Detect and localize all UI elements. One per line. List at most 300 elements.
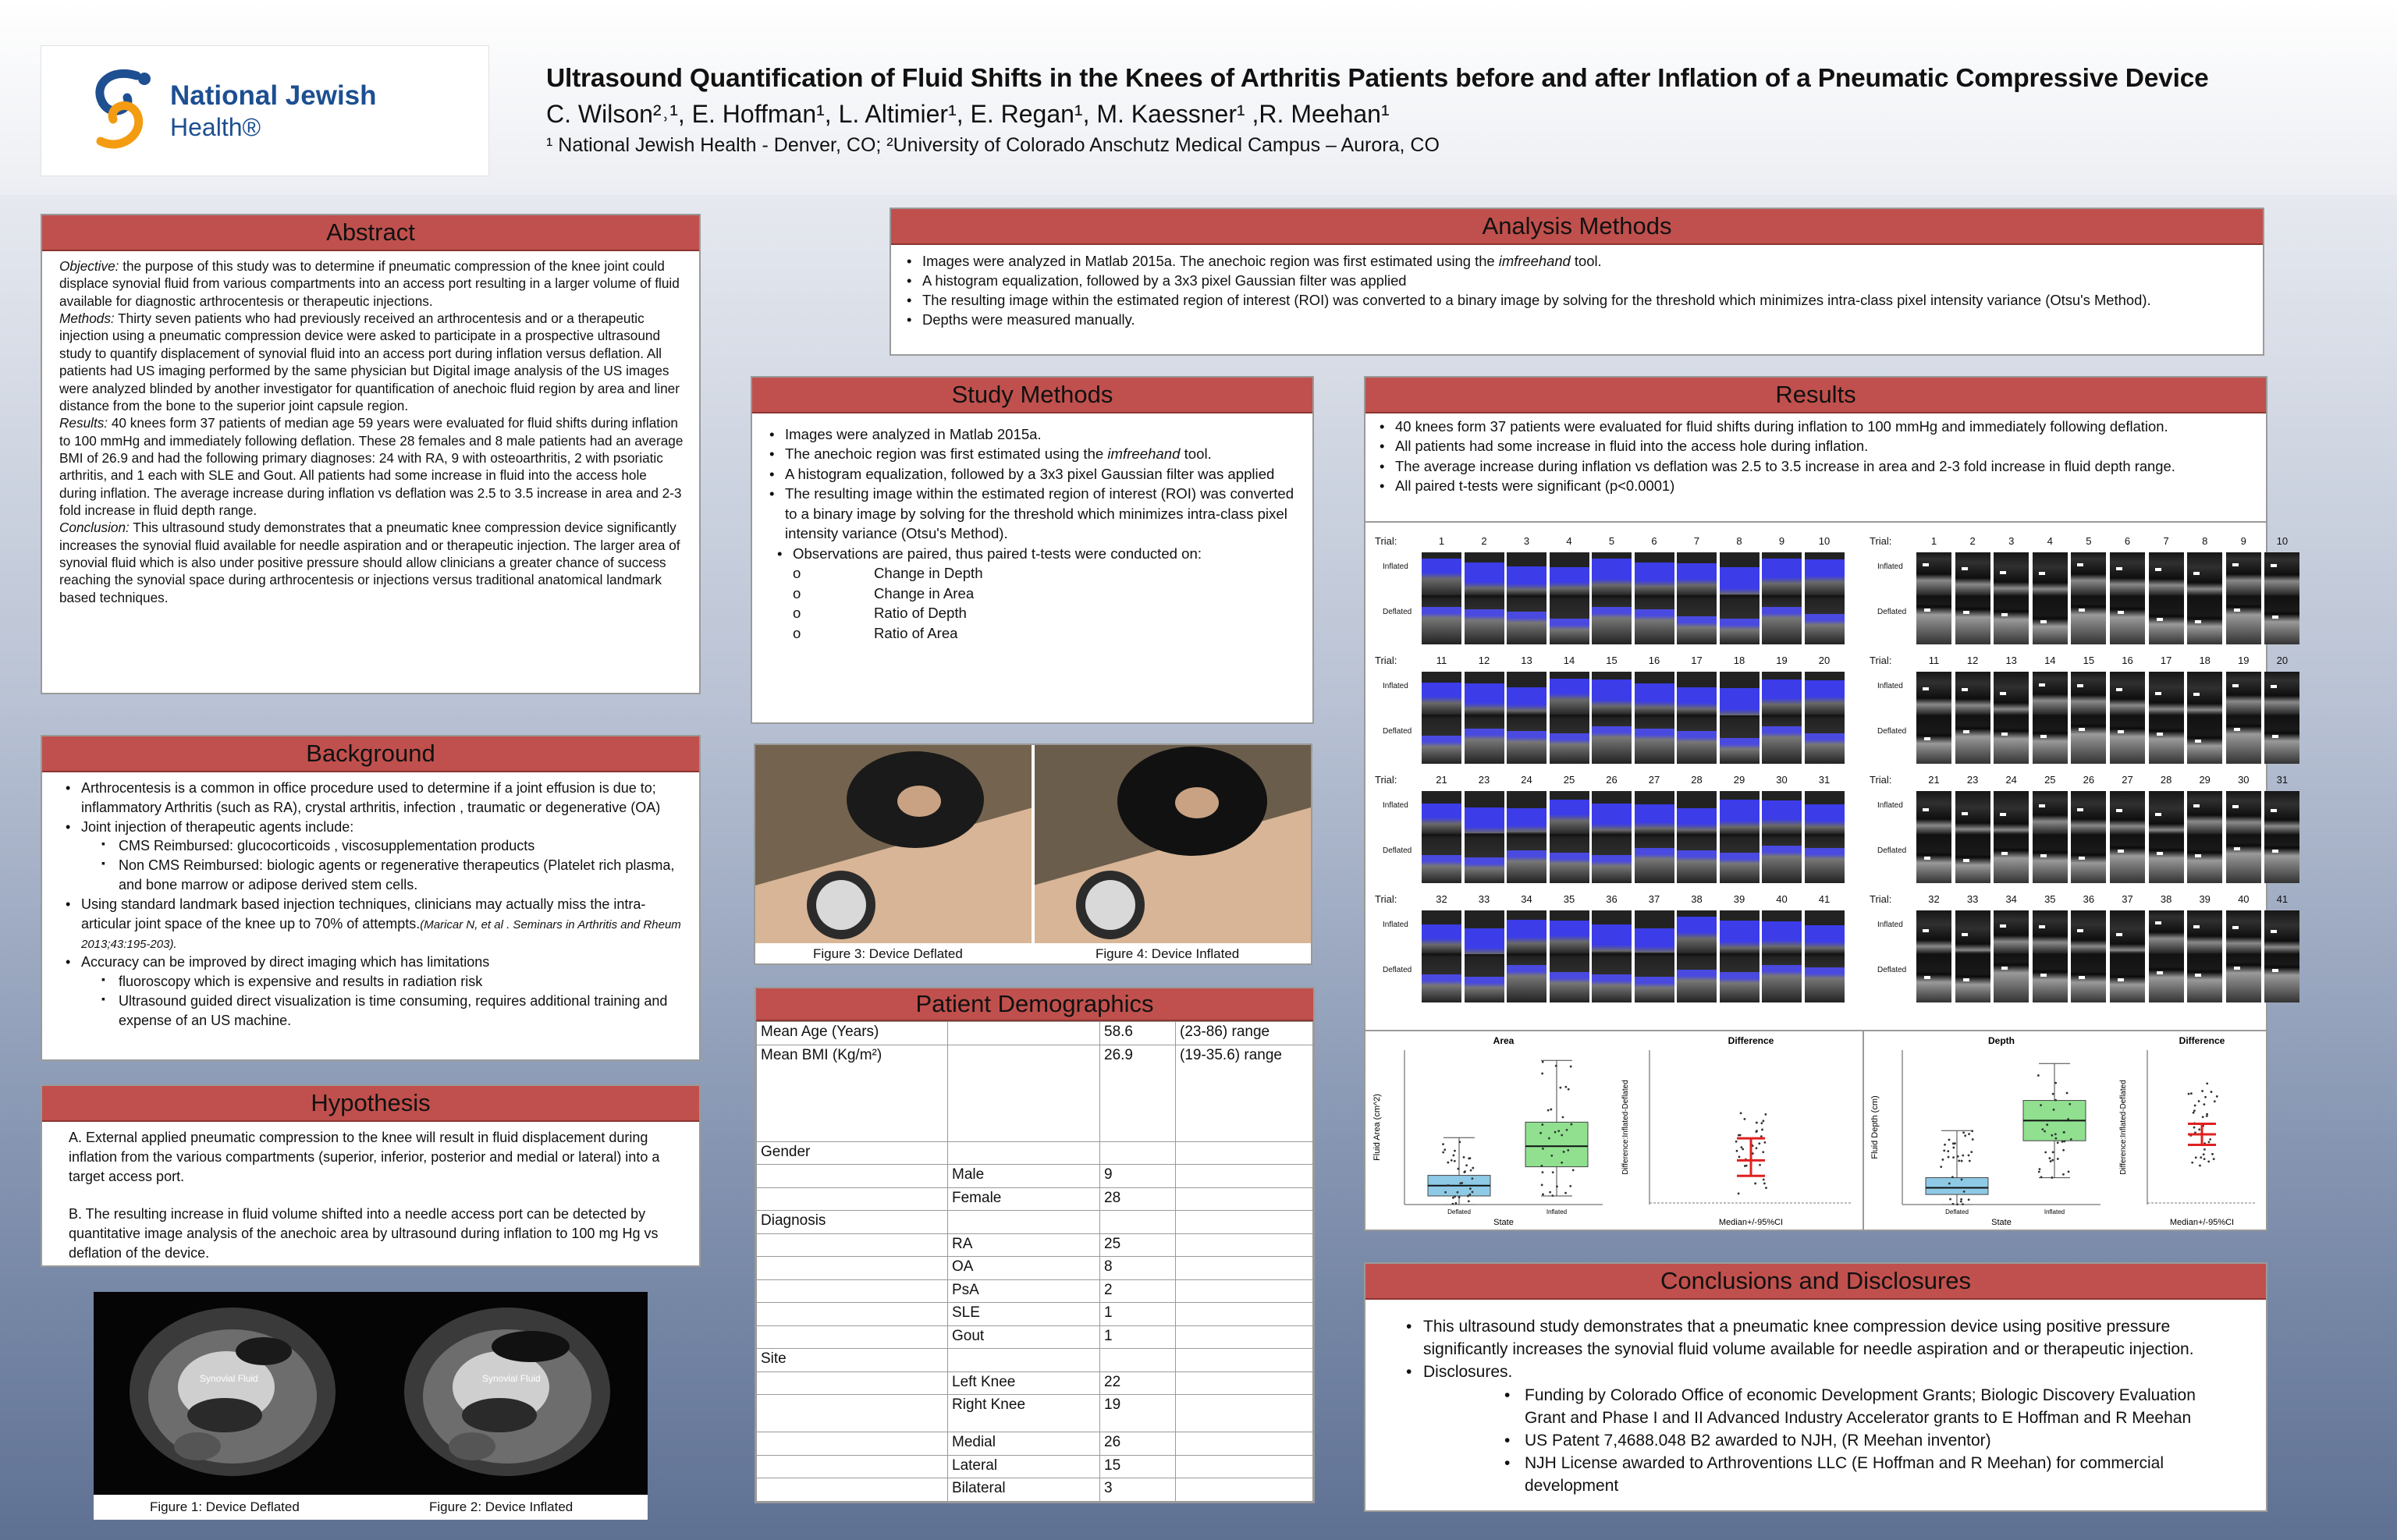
data-point xyxy=(1442,1151,1444,1154)
depth-marker xyxy=(1924,976,1930,979)
trial-number: 33 xyxy=(1966,893,1979,905)
data-point xyxy=(2209,1138,2211,1141)
trial-label: Trial: xyxy=(1870,774,1892,786)
depth-marker xyxy=(2272,616,2278,619)
ultrasound-image xyxy=(2033,910,2068,1002)
data-point xyxy=(1458,1196,1461,1198)
depth-marker xyxy=(2039,683,2045,687)
data-point xyxy=(1552,1171,1554,1173)
list-item-text: Change in Depth xyxy=(874,565,983,582)
data-point xyxy=(1762,1120,1764,1122)
table-cell xyxy=(757,1432,948,1456)
data-point xyxy=(1962,1203,1964,1205)
list-item-text: Ratio of Depth xyxy=(874,605,967,622)
data-point xyxy=(1954,1142,1956,1144)
citation: (Maricar N, et al . Seminars in Arthritis and Rheum 2013;43:195-203). xyxy=(81,917,681,951)
ultrasound-image xyxy=(2264,672,2299,764)
depth-marker xyxy=(2116,809,2122,812)
data-point xyxy=(1447,1162,1449,1164)
list-item: • A histogram equalization, followed by a 3x3 pixel Gaussian filter was applied xyxy=(769,464,1298,484)
table-row xyxy=(757,1455,1313,1478)
data-point xyxy=(1962,1155,1964,1157)
trial-number: 24 xyxy=(2005,774,2017,786)
trial-number: 17 xyxy=(2160,655,2172,666)
trial-number: 9 xyxy=(2240,535,2246,547)
trial-number: 35 xyxy=(1563,893,1575,905)
table-cell: 58.6 xyxy=(1100,1022,1176,1045)
ultrasound-image xyxy=(1994,672,2029,764)
data-point xyxy=(2037,1074,2040,1077)
trial-number: 16 xyxy=(1648,655,1660,666)
table-cell xyxy=(948,1211,1100,1234)
data-point xyxy=(2206,1115,2208,1117)
data-point xyxy=(1451,1159,1453,1162)
data-point xyxy=(1761,1129,1763,1131)
depth-marker xyxy=(2272,735,2278,738)
trial-number: 11 xyxy=(1928,655,1940,666)
ultrasound-image xyxy=(1677,910,1717,1002)
ultrasound-image xyxy=(2033,791,2068,883)
divider xyxy=(1365,1030,2266,1031)
data-point xyxy=(1754,1183,1756,1185)
depth-marker xyxy=(1923,563,1929,566)
table-row xyxy=(757,1022,1313,1045)
trial-number: 41 xyxy=(1818,893,1831,905)
depth-marker xyxy=(1923,929,1929,932)
data-point xyxy=(2194,1105,2196,1107)
list-item-text: tool. xyxy=(1180,445,1212,463)
ultrasound-image xyxy=(1592,672,1632,764)
ultrasound-image xyxy=(2071,791,2106,883)
data-point xyxy=(1957,1155,1959,1158)
data-point xyxy=(1738,1192,1740,1194)
data-point xyxy=(2038,1171,2040,1173)
data-point xyxy=(1969,1160,1971,1162)
figure1-caption: Figure 1: Device Deflated xyxy=(150,1499,300,1514)
data-point xyxy=(1453,1155,1455,1157)
tool-name: imfreehand xyxy=(1107,445,1181,463)
abstract-body xyxy=(42,251,699,612)
depth-marker xyxy=(2272,850,2278,853)
data-point xyxy=(2041,1128,2044,1130)
table-cell: Left Knee xyxy=(948,1371,1100,1395)
trial-label: Trial: xyxy=(1375,535,1397,547)
data-point xyxy=(2208,1141,2211,1144)
inflated-label: Inflated xyxy=(1877,921,1903,929)
background-heading: Background xyxy=(42,736,699,772)
ultrasound-image xyxy=(1507,791,1547,883)
trial-number: 29 xyxy=(1733,774,1745,786)
ultrasound-image xyxy=(2264,910,2299,1002)
objective-label: Objective: xyxy=(59,258,119,274)
data-point xyxy=(1740,1112,1742,1114)
trial-number: 4 xyxy=(2047,535,2053,547)
depth-marker xyxy=(2077,929,2083,932)
table-cell: 19 xyxy=(1100,1395,1176,1432)
data-point xyxy=(1471,1177,1473,1180)
x-axis-label: Median+/-95%CI xyxy=(1718,1218,1784,1227)
depth-marker xyxy=(2271,685,2277,688)
table-cell: PsA xyxy=(948,1279,1100,1303)
depth-marker xyxy=(2157,971,2163,974)
ultrasound-image xyxy=(1720,672,1760,764)
data-point xyxy=(2054,1137,2057,1140)
ultrasound-image xyxy=(1592,791,1632,883)
table-cell xyxy=(1176,1303,1313,1326)
data-point xyxy=(1570,1123,1572,1126)
inflated-label: Inflated xyxy=(1877,682,1903,690)
table-cell: Male xyxy=(948,1165,1100,1188)
trial-number: 3 xyxy=(2008,535,2015,547)
y-axis-label: Fluid Depth (cm) xyxy=(1870,1095,1880,1159)
deflated-label: Deflated xyxy=(1877,608,1907,616)
table-cell xyxy=(757,1371,948,1395)
table-cell xyxy=(757,1478,948,1502)
depth-marker xyxy=(2195,620,2201,623)
ultrasound-image xyxy=(1955,672,1990,764)
table-row xyxy=(757,1187,1313,1211)
table-cell xyxy=(1176,1165,1313,1188)
depth-marker xyxy=(2234,609,2240,612)
table-cell: (19-35.6) range xyxy=(1176,1045,1313,1141)
trial-number: 8 xyxy=(1736,535,1742,547)
depth-marker xyxy=(2001,733,2008,736)
depth-marker xyxy=(2077,684,2083,687)
depth-marker xyxy=(2271,930,2277,933)
data-point xyxy=(1463,1156,1465,1159)
list-item xyxy=(793,584,1298,603)
data-point xyxy=(1951,1176,1954,1178)
trial-number: 20 xyxy=(2276,655,2289,666)
table-cell xyxy=(948,1349,1100,1372)
depth-marker xyxy=(2193,693,2200,696)
trial-number: 32 xyxy=(1928,893,1940,905)
list-item xyxy=(66,818,685,895)
data-point xyxy=(2052,1093,2054,1095)
trial-number: 12 xyxy=(1478,655,1490,666)
depth-marker xyxy=(2195,974,2201,977)
list-item: • This ultrasound study demonstrates that a pneumatic knee compression device using positive pressure significantly increases the synovial fluid volume available for needle aspiration and or therapeutic injection. xyxy=(1403,1315,2235,1361)
table-cell xyxy=(757,1257,948,1280)
table-cell xyxy=(757,1165,948,1188)
ultrasound-image xyxy=(1550,552,1589,644)
ultrasound-image xyxy=(1677,552,1717,644)
y-axis-label: Fluid Area (cm^2) xyxy=(1373,1094,1382,1161)
trial-number: 6 xyxy=(1651,535,1657,547)
depth-marker xyxy=(2155,921,2161,924)
study-box xyxy=(751,376,1314,724)
table-row xyxy=(757,1141,1313,1165)
depth-marker xyxy=(2079,728,2085,731)
trial-number: 41 xyxy=(2276,893,2289,905)
table-cell: Mean Age (Years) xyxy=(757,1022,948,1045)
trial-number: 13 xyxy=(1521,655,1532,666)
data-point xyxy=(1472,1167,1474,1169)
table-cell: 8 xyxy=(1100,1257,1176,1280)
ultrasound-image xyxy=(2110,552,2145,644)
data-point xyxy=(1964,1134,1966,1137)
data-point xyxy=(1542,1171,1544,1173)
list-marker: o xyxy=(793,605,801,622)
study-heading: Study Methods xyxy=(752,378,1312,413)
table-row xyxy=(757,1371,1313,1395)
data-point xyxy=(1551,1194,1554,1197)
data-point xyxy=(2061,1141,2064,1143)
depth-marker xyxy=(2157,733,2163,736)
depth-marker xyxy=(2193,804,2200,807)
data-point xyxy=(1444,1191,1447,1194)
table-cell xyxy=(1176,1187,1313,1211)
trial-number: 5 xyxy=(1608,535,1615,547)
table-cell: Diagnosis xyxy=(757,1211,948,1234)
data-point xyxy=(1756,1122,1758,1124)
depth-marker xyxy=(1962,933,1968,936)
table-cell: Site xyxy=(757,1349,948,1372)
data-point xyxy=(1756,1130,1758,1132)
figure2-caption: Figure 2: Device Inflated xyxy=(429,1499,574,1514)
list-item-text: Joint injection of therapeutic agents include: xyxy=(81,818,354,835)
data-point xyxy=(1569,1185,1571,1187)
trial-number: 24 xyxy=(1521,774,1532,786)
data-point xyxy=(2193,1109,2196,1112)
data-point xyxy=(1568,1088,1570,1091)
table-row xyxy=(757,1045,1313,1141)
ultrasound-image xyxy=(1720,552,1760,644)
depth-difference-plot xyxy=(2116,1033,2264,1230)
data-point xyxy=(1451,1203,1454,1205)
divider xyxy=(1863,1030,1864,1231)
list-marker: o xyxy=(793,624,801,641)
list-item-text: Using standard landmark based injection techniques, clinicians may actually miss the intra-articular joint space of the knee up to 70% of attempts. xyxy=(81,896,646,931)
depth-marker xyxy=(2157,852,2163,855)
area-boxplot xyxy=(1369,1033,1618,1230)
data-point xyxy=(1444,1148,1446,1151)
x-axis-label: State xyxy=(1991,1218,2012,1227)
depth-marker xyxy=(2118,978,2124,981)
trial-number: 35 xyxy=(2044,893,2056,905)
table-row xyxy=(757,1279,1313,1303)
table-cell: OA xyxy=(948,1257,1100,1280)
trial-number: 7 xyxy=(1693,535,1700,547)
depth-marker xyxy=(2040,974,2047,977)
conclusion-text: This ultrasound study demonstrates that a pneumatic knee compression device significantly increases the synovial fluid available for needle aspiration and or therapeutic injection. The larger area of synovial fluid which is also under positive pressure should allow clinicians a greater chance of success reaching the synovial space during arthrocentesis or injections versus traditional anatomical landmark based techniques. xyxy=(59,520,680,605)
data-point xyxy=(1457,1191,1459,1194)
box-deflated xyxy=(1926,1178,1988,1195)
depth-marker xyxy=(1962,567,1968,570)
data-point xyxy=(1554,1131,1557,1134)
ultrasound-image xyxy=(2226,672,2261,764)
list-item xyxy=(907,251,2249,271)
depth-marker xyxy=(2272,969,2278,972)
data-point xyxy=(2051,1159,2054,1162)
category-label: Deflated xyxy=(1447,1208,1471,1215)
trial-number: 15 xyxy=(1606,655,1618,666)
mri-figures xyxy=(94,1292,648,1520)
ultrasound-image xyxy=(1994,791,2029,883)
depth-marker xyxy=(2039,925,2045,928)
data-point xyxy=(1442,1143,1444,1145)
ultrasound-image xyxy=(1677,791,1717,883)
depth-marker xyxy=(2234,847,2240,850)
data-point xyxy=(1542,1061,1544,1063)
ultrasound-image xyxy=(2110,910,2145,1002)
data-point xyxy=(2202,1116,2204,1118)
knee-mri-image xyxy=(94,1292,648,1495)
table-cell: Medial xyxy=(948,1432,1100,1456)
list-item: • US Patent 7,4688.048 B2 awarded to NJH, (R Meehan inventor) xyxy=(1504,1429,2235,1452)
data-point xyxy=(1961,1179,1963,1181)
ultrasound-image xyxy=(2187,672,2222,764)
table-cell: 26 xyxy=(1100,1432,1176,1456)
data-point xyxy=(2070,1138,2072,1141)
data-point xyxy=(1971,1130,1973,1132)
depth-marker xyxy=(2000,924,2006,928)
depth-marker xyxy=(1963,730,1969,733)
depth-marker xyxy=(2232,926,2239,929)
data-point xyxy=(2190,1092,2193,1095)
depth-marker xyxy=(2271,809,2277,812)
depth-marker xyxy=(1924,857,1930,860)
table-cell: Gender xyxy=(757,1141,948,1165)
study-sublist xyxy=(793,563,1298,643)
data-point xyxy=(1972,1138,1974,1141)
data-point xyxy=(2195,1156,2197,1159)
data-point xyxy=(2199,1165,2201,1167)
data-point xyxy=(2191,1162,2193,1164)
data-point xyxy=(1455,1202,1458,1205)
analysis-body xyxy=(891,245,2263,335)
x-axis-label: State xyxy=(1493,1218,1514,1227)
trial-number: 15 xyxy=(2083,655,2095,666)
chart-title: Depth xyxy=(1988,1035,2015,1046)
ultrasound-image xyxy=(1635,552,1674,644)
authors: C. Wilson²˒¹, E. Hoffman¹, L. Altimier¹, E. Regan¹, M. Kaessner¹ ,R. Meehan¹ xyxy=(546,100,1390,128)
table-cell xyxy=(757,1233,948,1257)
ultrasound-image xyxy=(2071,552,2106,644)
data-point xyxy=(1743,1118,1745,1120)
ultrasound-image xyxy=(1994,910,2029,1002)
depth-marker xyxy=(2001,852,2008,855)
table-cell xyxy=(757,1279,948,1303)
table-row xyxy=(757,1257,1313,1280)
data-point xyxy=(2203,1153,2205,1155)
results-box xyxy=(1364,376,2289,1231)
data-point xyxy=(1570,1066,1572,1068)
data-point xyxy=(1952,1156,1955,1159)
trial-number: 14 xyxy=(2044,655,2056,666)
trial-label: Trial: xyxy=(1870,655,1892,666)
data-point xyxy=(1763,1179,1765,1181)
table-row xyxy=(757,1211,1313,1234)
synovial-label-left: Synovial Fluid xyxy=(200,1373,258,1384)
ultrasound-image xyxy=(2149,672,2184,764)
data-point xyxy=(1561,1162,1563,1164)
list-item: • Funding by Colorado Office of economic Development Grants; Biologic Discovery Evaluation Grant and Phase I and II Advanced Industry Accelerator grants to E Hoffman and R Meehan xyxy=(1504,1384,2235,1429)
data-point xyxy=(2188,1093,2190,1095)
list-item xyxy=(793,603,1298,623)
trial-label: Trial: xyxy=(1870,535,1892,547)
trial-number: 4 xyxy=(1566,535,1572,547)
depth-marker xyxy=(2079,609,2085,612)
data-point xyxy=(2211,1153,2214,1155)
trial-number: 28 xyxy=(1691,774,1703,786)
data-point xyxy=(1740,1146,1742,1148)
depth-marker xyxy=(1963,859,1969,862)
ultrasound-image xyxy=(2149,910,2184,1002)
ultrasound-image xyxy=(2187,910,2222,1002)
depth-marker xyxy=(1962,812,1968,815)
data-point xyxy=(1735,1141,1738,1143)
data-point xyxy=(1467,1195,1469,1198)
ultrasound-image xyxy=(1762,552,1802,644)
table-cell: 15 xyxy=(1100,1455,1176,1478)
list-item: • Images were analyzed in Matlab 2015a. xyxy=(769,424,1298,444)
deflated-label: Deflated xyxy=(1383,966,1412,974)
conclusion-label: Conclusion: xyxy=(59,520,130,536)
data-point xyxy=(1762,1151,1764,1153)
tool-name: imfreehand xyxy=(1498,253,1571,269)
trial-number: 27 xyxy=(1648,774,1660,786)
data-point xyxy=(1736,1150,1738,1152)
trial-number: 29 xyxy=(2199,774,2211,786)
hypothesis-body xyxy=(42,1122,699,1269)
hypothesis-box xyxy=(41,1084,701,1267)
trial-number: 18 xyxy=(1733,655,1745,666)
ultrasound-image xyxy=(2033,672,2068,764)
data-point xyxy=(1564,1086,1567,1088)
trial-number: 25 xyxy=(1563,774,1575,786)
data-point xyxy=(1948,1156,1950,1159)
ultrasound-image xyxy=(1955,552,1990,644)
inflated-label: Inflated xyxy=(1383,921,1408,929)
logo-line1: National Jewish xyxy=(170,80,377,111)
table-cell: Mean BMI (Kg/m²) xyxy=(757,1045,948,1141)
deflated-label: Deflated xyxy=(1383,608,1412,616)
methods-text: Thirty seven patients who had previously received an arthrocentesis and or a therapeutic injection using a pneumatic compression device were asked to participate in a prospective ultrasound study to quantify displacement of synovial fluid into an access port during inflation versus deflation. All patients had US imaging performed by the same physician but Digital image analysis of the US images were analyzed blinded by another investigator for quantification of anechoic fluid region by area and liner distance from the bone to the superior joint capsule region. xyxy=(59,310,680,413)
demographics-heading: Patient Demographics xyxy=(756,988,1313,1021)
depth-marker xyxy=(2232,563,2239,566)
ultrasound-image xyxy=(2149,552,2184,644)
trial-number: 2 xyxy=(1481,535,1487,547)
synovial-label-right: Synovial Fluid xyxy=(482,1373,541,1384)
data-point xyxy=(1958,1160,1960,1162)
ultrasound-image xyxy=(2226,910,2261,1002)
trial-number: 30 xyxy=(2238,774,2250,786)
table-row xyxy=(757,1325,1313,1349)
conclusions-box xyxy=(1364,1262,2267,1512)
data-point xyxy=(1539,1132,1542,1134)
data-point xyxy=(1559,1087,1561,1089)
results-text: 40 knees form 37 patients of median age 59 years were evaluated for fluid shifts during inflation to 100 mmHg and immediately following deflation. These 28 females and 8 male patients had an average BMI of 26.9 and had the following primary diagnoses: 24 with RA, 9 with osteoarthritis, 2 with psoriatic arthritis, and 1 each with SLE and Gout. All patients had some increase in fluid into the access hole during inflation. The average increase during inflation vs deflation was 2.5 to 3.5 increase in area and 2-3 fold increase in fluid depth range. xyxy=(59,415,684,519)
list-item: • Disclosures. xyxy=(1403,1361,2235,1383)
trial-number: 23 xyxy=(1478,774,1490,786)
depth-marker xyxy=(2195,740,2201,743)
data-point xyxy=(2066,1092,2069,1095)
data-point xyxy=(1464,1170,1466,1173)
data-point xyxy=(1549,1191,1551,1194)
background-box xyxy=(41,735,701,1061)
data-point xyxy=(2052,1151,2054,1153)
data-point xyxy=(2193,1127,2196,1129)
depth-marker xyxy=(1963,978,1969,981)
trial-label: Trial: xyxy=(1375,655,1397,666)
table-cell xyxy=(1176,1349,1313,1372)
data-point xyxy=(1949,1198,1951,1201)
data-point xyxy=(2204,1096,2207,1098)
table-cell: 9 xyxy=(1100,1165,1176,1188)
data-point xyxy=(1968,1154,1970,1156)
data-point xyxy=(1941,1159,1944,1161)
